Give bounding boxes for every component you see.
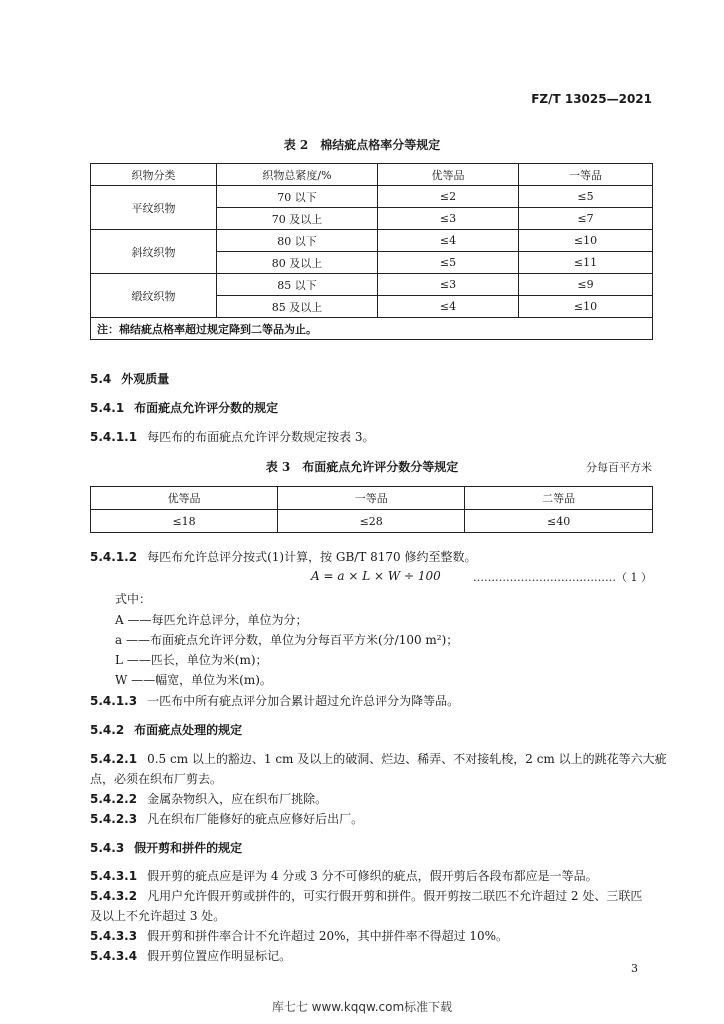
clause-number: 5.4.3.4 [90, 949, 138, 963]
table-header-cell: 一等品 [519, 164, 653, 186]
clause-text: 点，必须在织布厂剪去。 [90, 772, 223, 786]
section-title: 布面疵点允许评分数的规定 [134, 401, 279, 415]
where-label: 式中： [115, 592, 152, 606]
table3-header-row [91, 487, 653, 510]
clause-number: 5.4.3.2 [90, 889, 138, 903]
table-cell: ≤9 [519, 274, 653, 296]
clause-text: 一匹布中所有疵点评分加合累计超过允许总评分为降等品。 [147, 694, 460, 708]
table-note-row [91, 318, 653, 340]
table-cell: ≤7 [519, 208, 653, 230]
table-cell: ≤10 [519, 230, 653, 252]
table-header-cell: 织物分类 [91, 164, 217, 186]
section-title: 假开剪和拼件的规定 [134, 841, 243, 855]
category-cell: 缎纹织物 [91, 274, 217, 318]
table-cell: ≤4 [378, 296, 519, 318]
para-5-4-1-3 [90, 692, 459, 709]
table-row [91, 274, 653, 296]
clause-text: 凡在织布厂能修好的疵点应修好后出厂。 [147, 812, 364, 826]
table3 [90, 486, 653, 533]
para-5-4-2-1 [90, 750, 667, 767]
para-5-4-3-2 [90, 887, 642, 904]
section-number: 5.4.3 [90, 841, 125, 855]
clause-text: 假开剪的疵点应是评为 4 分或 3 分不可修织的疵点，假开剪后各段布都应是一等品。 [147, 869, 598, 883]
formula: A = a × L × W ÷ 100 [311, 569, 441, 583]
para-5-4-1-1 [90, 428, 375, 445]
table-cell: ≤4 [378, 230, 519, 252]
clause-text: 每匹布允许总评分按式(1)计算，按 GB/T 8170 修约至整数。 [147, 550, 477, 564]
table2-header-row [91, 164, 653, 186]
para-5-4-2-1-cont [90, 770, 222, 787]
clause-text: 每匹布的布面疵点允许评分数规定按表 3。 [147, 430, 375, 444]
definition-l: L ——匹长，单位为米(m)； [115, 653, 268, 667]
definition-a-total: A ——每匹允许总评分，单位为分； [115, 613, 308, 627]
table-cell: ≤5 [519, 186, 653, 208]
clause-number: 5.4.2.3 [90, 812, 138, 826]
clause-text: 凡用户允许假开剪或拼件的，可实行假开剪和拼件。假开剪按二联匹不允许超过 2 处、三联匹 [147, 889, 643, 903]
clause-text: 金属杂物织入，应在织布厂挑除。 [147, 792, 328, 806]
para-5-4-2-3 [90, 810, 363, 827]
table-cell: ≤18 [91, 510, 278, 533]
table-header-cell: 二等品 [465, 487, 653, 510]
clause-text: 及以上不允许超过 3 处。 [90, 909, 226, 923]
table2-note: 注：棉结疵点格率超过规定降到二等品为止。 [91, 318, 653, 340]
table-cell: ≤3 [378, 208, 519, 230]
definition-a-rate: a ——布面疵点允许评分数，单位为分每百平方米(分/100 m²)； [115, 633, 459, 647]
category-cell: 斜纹织物 [91, 230, 217, 274]
table-cell: ≤10 [519, 296, 653, 318]
table-cell: ≤5 [378, 252, 519, 274]
table3-unit: 分每百平方米 [586, 461, 652, 474]
table-cell: 85 以下 [217, 274, 378, 296]
clause-text: 假开剪位置应作明显标记。 [147, 949, 292, 963]
heading-5-4-3 [90, 839, 242, 856]
clause-number: 5.4.2.1 [90, 752, 138, 766]
category-cell: 平纹织物 [91, 186, 217, 230]
table-header-cell: 优等品 [378, 164, 519, 186]
clause-text: 0.5 cm 以上的豁边、1 cm 及以上的破洞、烂边、稀弄、不对接轧梭，2 cm 以上的跳花等六大疵 [147, 752, 667, 766]
clause-text: 假开剪和拼件率合计不允许超过 20%，其中拼件率不得超过 10%。 [147, 929, 509, 943]
para-5-4-1-2 [90, 548, 477, 565]
table-cell: ≤28 [278, 510, 465, 533]
table-cell: 70 及以上 [217, 208, 378, 230]
page-number: 3 [631, 962, 638, 975]
table-cell: 85 及以上 [217, 296, 378, 318]
table-cell: ≤40 [465, 510, 653, 533]
table3-caption: 表 3 布面疵点允许评分数分等规定 [265, 460, 459, 474]
table-cell: 80 及以上 [217, 252, 378, 274]
definition-w: W ——幅宽，单位为米(m)。 [115, 673, 272, 687]
table-cell: ≤2 [378, 186, 519, 208]
heading-5-4-2 [90, 721, 242, 738]
table-header-cell: 织物总紧度/% [217, 164, 378, 186]
heading-5-4 [90, 370, 169, 387]
table-header-cell: 优等品 [91, 487, 278, 510]
clause-number: 5.4.1.1 [90, 430, 138, 444]
clause-number: 5.4.3.1 [90, 869, 138, 883]
table-header-cell: 一等品 [278, 487, 465, 510]
table-cell: 70 以下 [217, 186, 378, 208]
clause-number: 5.4.1.3 [90, 694, 138, 708]
section-number: 5.4.1 [90, 401, 125, 415]
heading-5-4-1 [90, 399, 278, 416]
table-row [91, 510, 653, 533]
clause-number: 5.4.3.3 [90, 929, 138, 943]
section-number: 5.4 [90, 372, 112, 386]
section-title: 外观质量 [121, 372, 170, 386]
footer-watermark: 库七七 www.kqqw.com标准下载 [271, 1000, 453, 1014]
table-cell: ≤3 [378, 274, 519, 296]
table2 [90, 163, 653, 340]
table-row [91, 230, 653, 252]
para-5-4-2-2 [90, 790, 327, 807]
standard-code: FZ/T 13025—2021 [531, 92, 652, 106]
table-row [91, 186, 653, 208]
para-5-4-3-2-cont [90, 907, 225, 924]
table-cell: 80 以下 [217, 230, 378, 252]
para-5-4-3-4 [90, 947, 291, 964]
para-5-4-3-1 [90, 867, 598, 884]
para-5-4-3-3 [90, 927, 508, 944]
table2-caption: 表 2 棉结疵点格率分等规定 [283, 138, 441, 152]
table-cell: ≤11 [519, 252, 653, 274]
section-number: 5.4.2 [90, 723, 125, 737]
clause-number: 5.4.1.2 [90, 550, 138, 564]
section-title: 布面疵点处理的规定 [134, 723, 243, 737]
equation-number: …………………………………（ 1 ） [473, 571, 652, 584]
clause-number: 5.4.2.2 [90, 792, 138, 806]
